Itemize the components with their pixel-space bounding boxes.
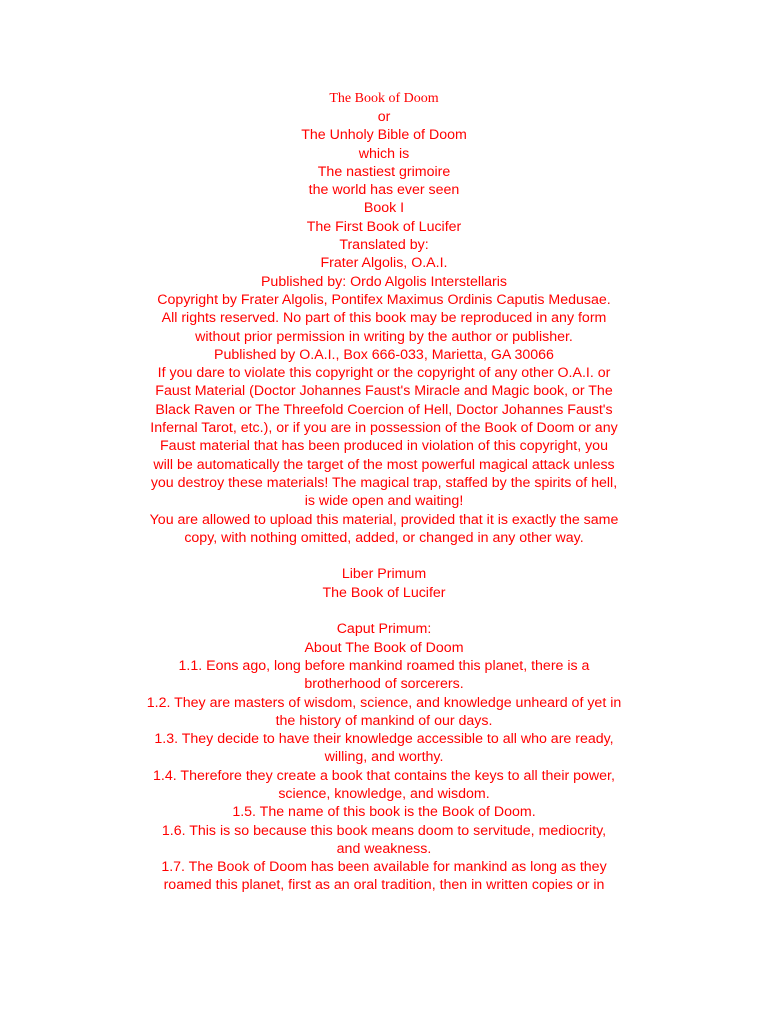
text-line: Faust material that has been produced in violation of this copyright, you [160,438,608,455]
text-line: will be automatically the target of the most powerful magical attack unless [153,456,615,473]
text-line: Published by: Ordo Algolis Interstellaris [260,273,508,290]
text-line: without prior permission in writing by the author or publisher. [195,328,573,345]
text-line: Black Raven or The Threefold Coercion of Hell, Doctor Johannes Faust's [155,401,613,418]
text-line: Translated by: [339,237,429,254]
text-line: the history of mankind of our days. [275,712,493,729]
chapter-heading: About The Book of Doom [304,639,464,656]
text-line: brotherhood of sorcerers. [304,676,464,693]
text-line: The Unholy Bible of Doom [301,127,467,144]
header-block [0,108,768,547]
text-line: willing, and worthy. [324,749,444,766]
text-line: 1.2. They are masters of wisdom, science, and knowledge unheard of yet in [146,694,622,711]
text-line: 1.6. This is so because this book means doom to servitude, mediocrity, [161,822,607,839]
text-line: 1.5. The name of this book is the Book of Doom. [232,804,536,821]
text-line: 1.1. Eons ago, long before mankind roamed this planet, there is a [178,657,590,674]
text-line: Published by O.A.I., Box 666-033, Marietta, GA 30066 [214,346,554,363]
document-page [0,90,768,895]
text-line: 1.7. The Book of Doom has been available for mankind as long as they [161,859,607,876]
text-line: you destroy these materials! The magical trap, staffed by the spirits of hell, [150,474,618,491]
text-line: If you dare to violate this copyright or the copyright of any other O.A.I. or [157,365,611,382]
text-line: You are allowed to upload this material, provided that it is exactly the same [149,511,619,528]
text-line: Infernal Tarot, etc.), or if you are in possession of the Book of Doom or any [150,420,618,437]
document-title: The Book of Doom [329,91,439,106]
text-line: 1.3. They decide to have their knowledge accessible to all who are ready, [154,731,614,748]
section-heading: Liber Primum [341,566,427,583]
liber-block [0,565,768,602]
text-line: roamed this planet, first as an oral tradition, then in written copies or in [163,877,605,894]
text-line: All rights reserved. No part of this book may be reproduced in any form [161,310,607,327]
text-line: or [377,109,391,125]
text-line: the world has ever seen [308,182,460,199]
blank-line [0,547,768,565]
text-line: Book I [363,200,405,217]
text-line: The nastiest grimoire [317,163,451,180]
chapter-heading: Caput Primum: [336,621,432,638]
section-heading: The Book of Lucifer [322,584,446,601]
text-line: which is [358,145,410,162]
text-line: and weakness. [336,840,432,857]
text-line: Copyright by Frater Algolis, Pontifex Maximus Ordinis Caputis Medusae. [157,291,611,308]
text-line: 1.4. Therefore they create a book that contains the keys to all their power, [153,767,615,784]
blank-line [0,602,768,620]
text-line: is wide open and waiting! [304,493,464,510]
text-line: copy, with nothing omitted, added, or changed in any other way. [184,529,584,546]
caput-block [0,620,768,894]
text-line: Faust Material (Doctor Johannes Faust's Miracle and Magic book, or The [155,383,613,400]
text-line: Frater Algolis, O.A.I. [320,255,448,272]
text-line: science, knowledge, and wisdom. [278,785,490,802]
text-line: The First Book of Lucifer [306,218,462,235]
